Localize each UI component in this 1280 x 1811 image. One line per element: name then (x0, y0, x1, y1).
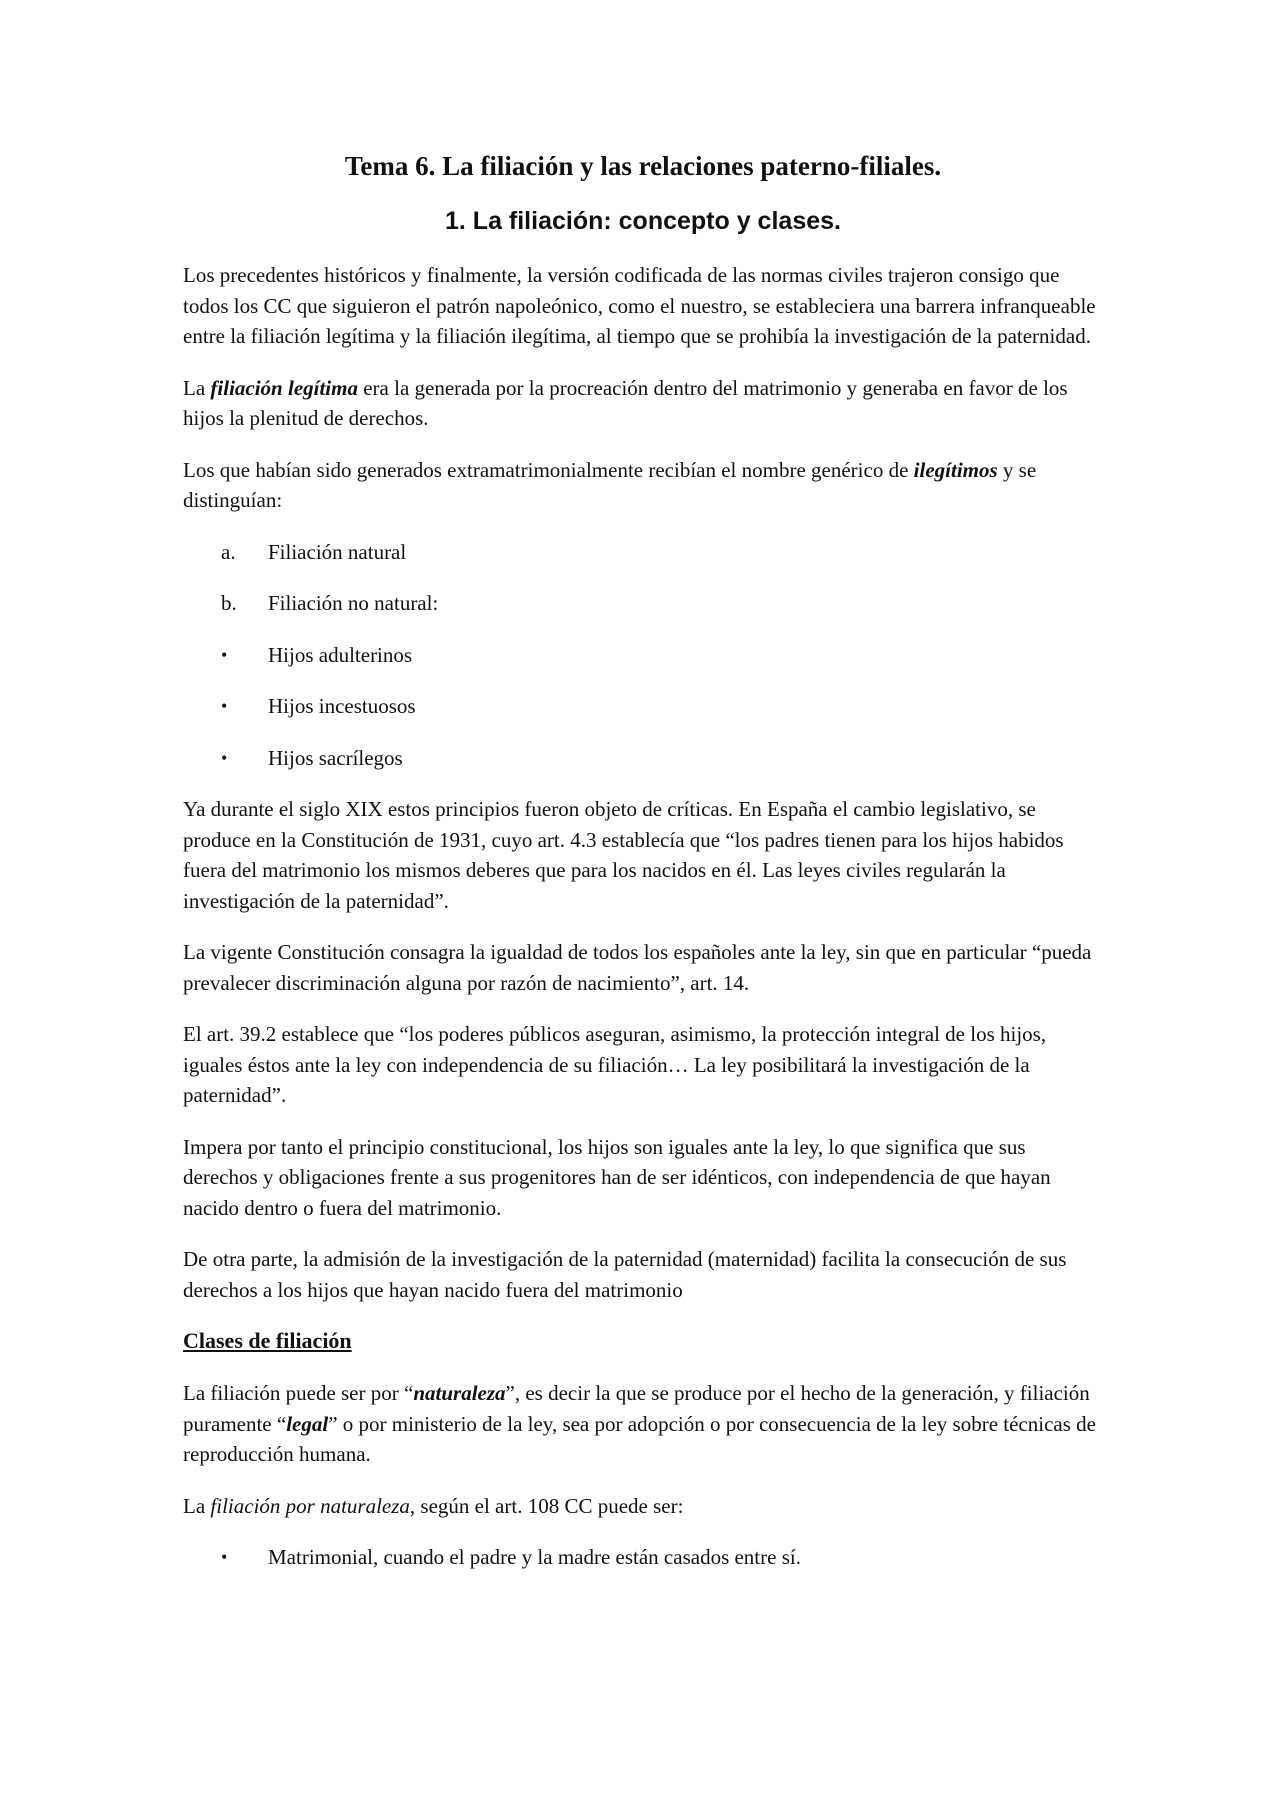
text-segment: Los que habían sido generados extramatrimonialmente recibían el nombre genérico de (183, 457, 914, 482)
list-marker: a. (221, 539, 236, 564)
paragraph-9 (183, 1378, 1103, 1470)
bullet-icon: • (221, 696, 228, 717)
text-segment: ” o por ministerio de la ley, sea por adopción o por consecuencia de la ley sobre técnicas de reproducción humana. (183, 1411, 1096, 1467)
text-segment: La (183, 375, 211, 400)
bullet-icon: • (221, 747, 228, 768)
paragraph-10 (183, 1491, 1103, 1522)
document-title: Tema 6. La filiación y las relaciones paterno-filiales. (344, 151, 942, 181)
paragraph-7: Impera por tanto el principio constitucional, los hijos son iguales ante la ley, lo que significa que sus derechos y obligaciones frente a sus progenitores han de ser idénticos, con independencia de que hayan nacido dentro o fuera del matrimonio. (183, 1134, 1051, 1220)
paragraph-4: Ya durante el siglo XIX estos principios fueron objeto de críticas. En España el cambio legislativo, se produce en la Constitución de 1931, cuyo art. 4.3 establecía que “los padres tienen para los hijos habidos fuera del matrimonio los mismos deberes que para los nacidos en él. Las leyes civiles regularán la investigación de la paternidad”. (183, 797, 1064, 913)
list-item (183, 537, 1103, 568)
list-marker: b. (221, 591, 237, 616)
text-segment: y se distinguían: (183, 457, 1037, 513)
list-item-text: Hijos incestuosos (268, 694, 416, 719)
emphasis-text: ilegítimos (913, 457, 998, 482)
list-item-text: Filiación natural (268, 539, 407, 564)
list-item (183, 691, 1103, 722)
text-segment: era la generada por la procreación dentro del matrimonio y generaba en favor de los hijos la plenitud de derechos. (183, 375, 1068, 431)
italic-text: filiación por naturaleza (210, 1493, 410, 1518)
emphasis-text: legal (286, 1411, 329, 1436)
list-item (183, 743, 1103, 774)
paragraph-8: De otra parte, la admisión de la investigación de la paternidad (maternidad) facilita la consecución de sus derechos a los hijos que hayan nacido fuera del matrimonio (183, 1247, 1067, 1302)
list-item (183, 588, 1103, 619)
list-item-text: Hijos adulterinos (268, 642, 413, 667)
text-segment: ”, es decir la que se produce por el hecho de la generación, y filiación puramente “ (183, 1381, 1090, 1436)
paragraph-3 (183, 455, 1103, 516)
text-segment: La (183, 1493, 211, 1518)
paragraph-2 (183, 373, 1103, 434)
list-item-text: Filiación no natural: (268, 591, 439, 616)
document-page (183, 150, 1103, 1594)
text-segment: , según el art. 108 CC puede ser: (409, 1493, 684, 1518)
paragraph-6: El art. 39.2 establece que “los poderes públicos aseguran, asimismo, la protección integral de los hijos, iguales éstos ante la ley con independencia de su filiación… La ley posibilitará la investigación de la paternidad”. (183, 1022, 1047, 1108)
emphasis-text: naturaleza (413, 1381, 506, 1406)
bullet-icon: • (221, 644, 228, 665)
section-heading: Clases de filiación (183, 1328, 352, 1354)
paragraph-5: La vigente Constitución consagra la igualdad de todos los españoles ante la ley, sin que en particular “pueda prevalecer discriminación alguna por razón de nacimiento”, art. 14. (183, 940, 1092, 995)
emphasis-text: filiación legítima (210, 375, 358, 400)
list-item (183, 1542, 1103, 1573)
text-segment: La filiación puede ser por “ (183, 1381, 414, 1406)
bullet-icon: • (221, 1547, 228, 1568)
list-item-text: Matrimonial, cuando el padre y la madre están casados entre sí. (268, 1545, 801, 1570)
list-item-text: Hijos sacrílegos (268, 745, 403, 770)
section-title: 1. La filiación: concepto y clases. (445, 207, 841, 236)
paragraph-1: Los precedentes históricos y finalmente, la versión codificada de las normas civiles trajeron consigo que todos los CC que siguieron el patrón napoleónico, como el nuestro, se estableciera una barrera infranqueable entre la filiación legítima y la filiación ilegítima, al tiempo que se prohibía la investigación de la paternidad. (183, 263, 1096, 349)
list-item (183, 640, 1103, 671)
